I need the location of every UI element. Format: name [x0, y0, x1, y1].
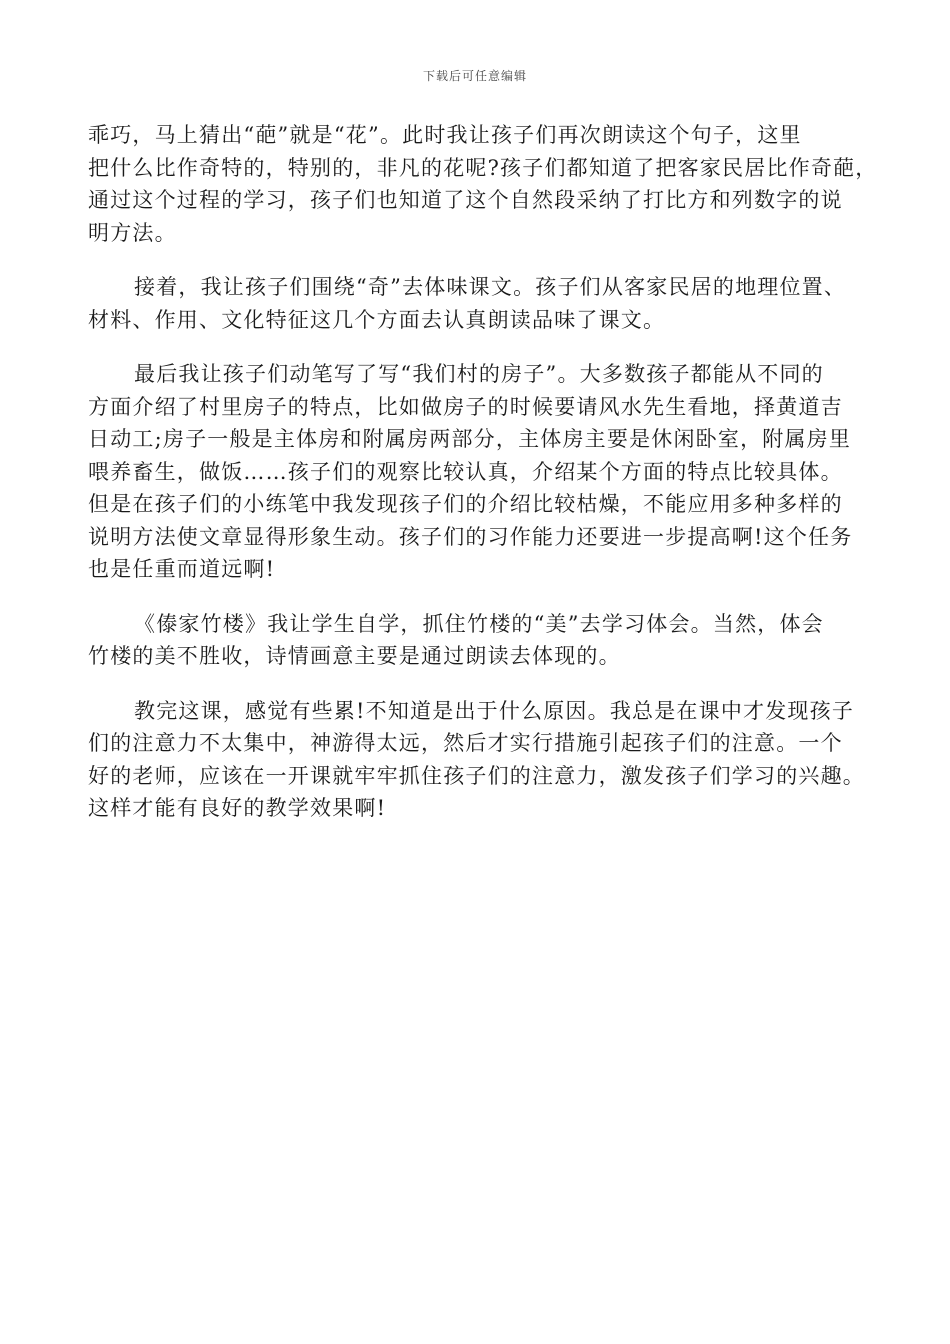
text-line: 们的注意力不太集中，神游得太远，然后才实行措施引起孩子们的注意。一个: [88, 731, 843, 755]
text-line: 但是在孩子们的小练笔中我发现孩子们的介绍比较枯燥，不能应用多种多样的: [88, 492, 843, 516]
paragraph-1: [88, 119, 878, 249]
text-line: 材料、作用、文化特征这几个方面去认真朗读品味了课文。: [88, 307, 666, 332]
text-line: 把什么比作奇特的，特别的，非凡的花呢?孩子们都知道了把客家民居比作奇葩，: [88, 155, 878, 180]
text-line: 接着，我让孩子们围绕“奇”去体味课文。孩子们从客家民居的地理位置、: [134, 275, 847, 299]
text-line: 竹楼的美不胜收，诗情画意主要是通过朗读去体现的。: [88, 644, 621, 668]
text-line: 最后我让孩子们动笔写了写“我们村的房子”。大多数孩子都能从不同的: [134, 362, 824, 386]
document-body: [88, 119, 878, 847]
text-line: 日动工;房子一般是主体房和附属房两部分，主体房主要是休闲卧室，附属房里: [88, 427, 852, 451]
page-header: 下载后可任意编辑: [422, 69, 527, 83]
text-line: 好的老师，应该在一开课就牢牢抓住孩子们的注意力，激发孩子们学习的兴趣。: [88, 763, 865, 788]
text-line: 乖巧，马上猜出“葩”就是“花”。此时我让孩子们再次朗读这个句子，这里: [88, 123, 802, 147]
paragraph-4: [88, 608, 878, 673]
paragraph-3: [88, 358, 878, 586]
text-line: 通过这个过程的学习，孩子们也知道了这个自然段采纳了打比方和列数字的说: [88, 188, 843, 212]
text-line: 《傣家竹楼》我让学生自学，抓住竹楼的“美”去学习体会。当然，体会: [134, 611, 824, 636]
text-line: 也是任重而道远啊!: [88, 557, 276, 581]
text-line: 说明方法使文章显得形象生动。孩子们的习作能力还要进一步提高啊!这个任务: [88, 524, 853, 549]
paragraph-5: [88, 695, 878, 825]
text-line: 方面介绍了村里房子的特点，比如做房子的时候要请风水先生看地，择黄道吉: [88, 394, 843, 419]
text-line: 喂养畜生，做饭……孩子们的观察比较认真，介绍某个方面的特点比较具体。: [88, 459, 843, 484]
text-line: 明方法。: [88, 220, 177, 245]
paragraph-2: [88, 271, 878, 336]
text-line: 教完这课，感觉有些累!不知道是出于什么原因。我总是在课中才发现孩子: [134, 698, 855, 723]
text-line: 这样才能有良好的教学效果啊!: [88, 796, 387, 820]
